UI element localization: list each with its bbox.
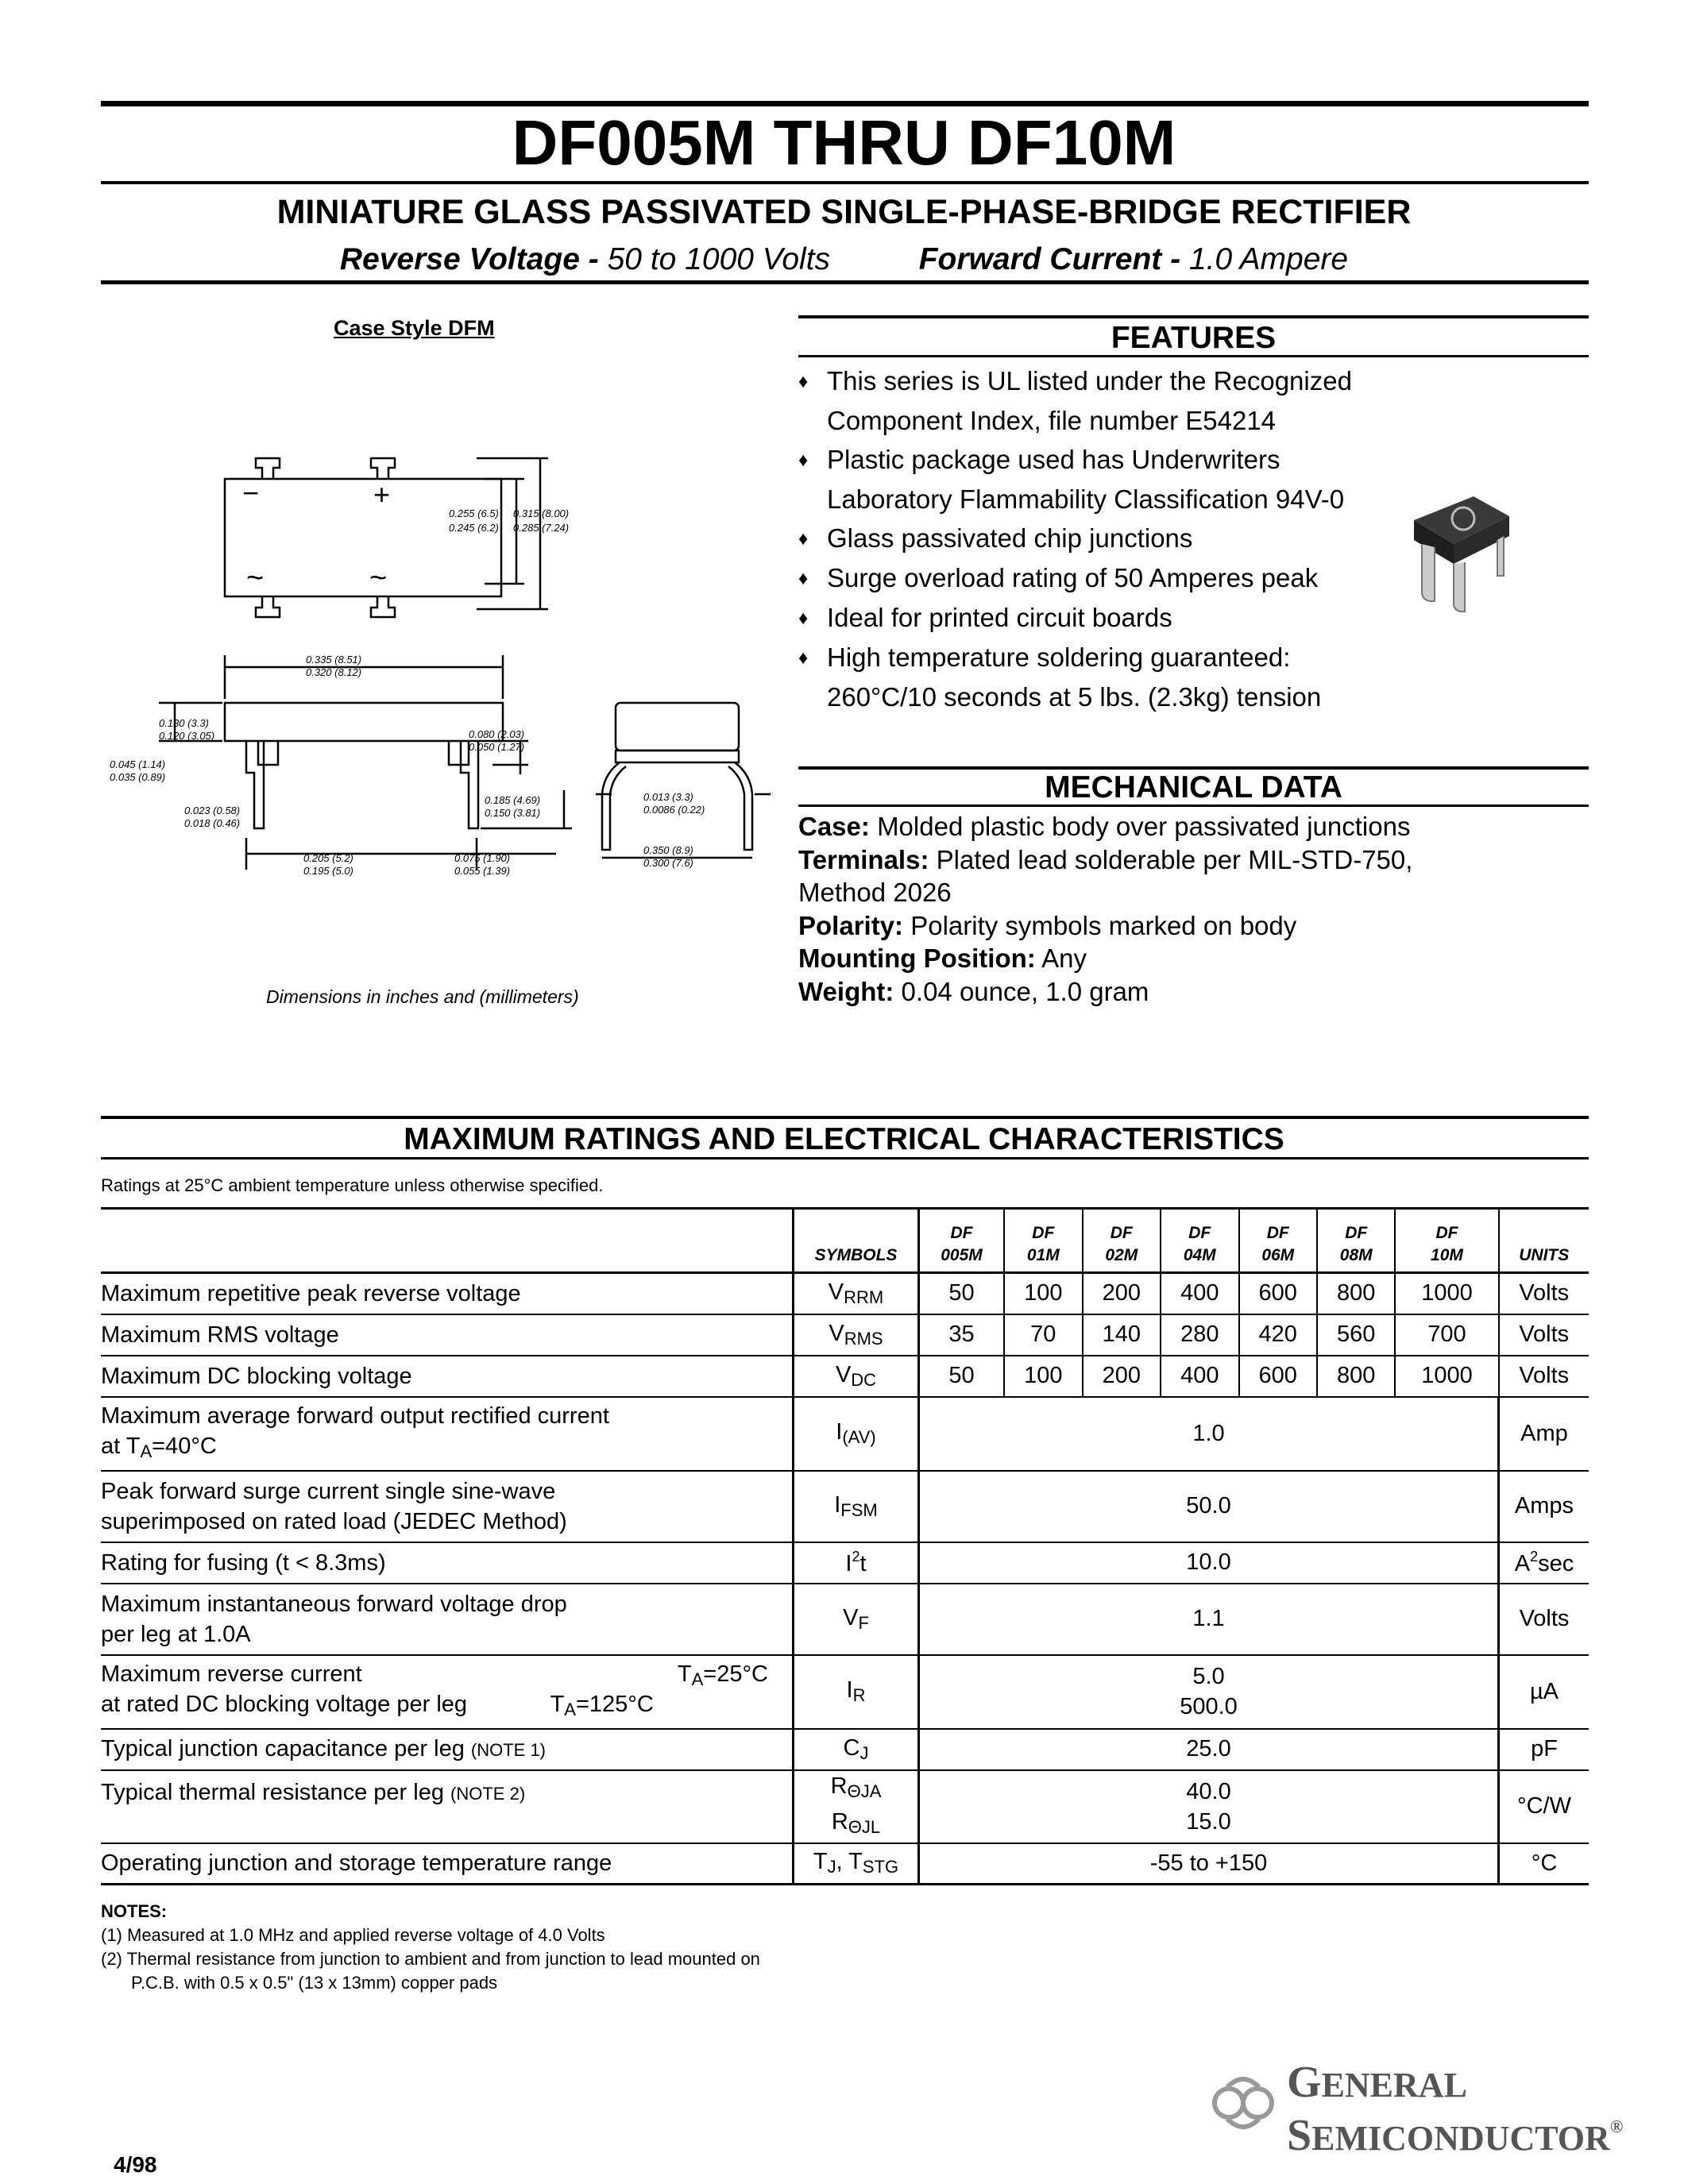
features-heading: FEATURES (1111, 321, 1277, 355)
dim-label: 0.055 (1.39) (454, 865, 511, 877)
table-row (101, 1471, 1589, 1542)
mechanical-data (798, 810, 1589, 1008)
package-outline-drawing (95, 441, 778, 886)
dim-label: 0.075 (1.90) (454, 852, 511, 864)
ratings-heading-rule (101, 1157, 1589, 1160)
mounting-value: Any (1041, 943, 1087, 973)
cell-unit: °C (1499, 1843, 1590, 1885)
note-2-cont: P.C.B. with 0.5 x 0.5" (13 x 13mm) copper pads (131, 1973, 498, 1993)
dim-label: 0.320 (8.12) (306, 666, 362, 678)
feature-item: ♦ Surge overload rating of 50 Amperes peak (798, 558, 1402, 598)
terminals-label: Terminals: (798, 844, 929, 874)
cell-value: 50 (919, 1273, 1005, 1314)
notes (101, 1900, 760, 1995)
param-symbol: $I_{FSM}$ (794, 1471, 919, 1542)
company-logo: GENERAL SEMICONDUCTOR® (1287, 2058, 1624, 2160)
company-logo-icon (1203, 2063, 1283, 2143)
param-symbol: $V_{RRM}$ (794, 1273, 919, 1314)
param-name: Maximum repetitive peak reverse voltage (101, 1273, 794, 1314)
feature-item: ♦ High temperature soldering guaranteed: 260°C/10 seconds at 5 lbs. (2.3kg) tension (798, 638, 1402, 716)
col-part: DF 08M (1317, 1209, 1395, 1273)
feature-item: ♦ This series is UL listed under the Recognized Component Index, file number E54214 (798, 361, 1402, 440)
cell-value: 280 (1161, 1314, 1238, 1356)
cell-value: 1.1 (919, 1584, 1499, 1655)
cell-unit: Volts (1499, 1273, 1590, 1314)
param-symbol: $R_{\Theta JA}$ $R_{\Theta JL}$ (794, 1770, 919, 1843)
table-row (101, 1356, 1589, 1397)
col-part: DF 06M (1239, 1209, 1317, 1273)
table-row (101, 1397, 1589, 1471)
cell-value: 1000 (1395, 1356, 1498, 1397)
cell-value: 600 (1239, 1273, 1317, 1314)
table-row (101, 1584, 1589, 1655)
dim-label: 0.018 (0.46) (184, 817, 241, 829)
case-value: Molded plastic body over passivated junctions (877, 812, 1411, 841)
note-1: (1) Measured at 1.0 MHz and applied reverse voltage of 4.0 Volts (101, 1925, 605, 1945)
package-photo (1398, 488, 1517, 615)
param-symbol: $I^2t$ (794, 1542, 919, 1584)
param-name: Typical thermal resistance per leg (NOTE 2) (101, 1770, 794, 1843)
cell-value: 40.0 15.0 (919, 1770, 1499, 1843)
forward-current-label: Forward Current - (918, 242, 1181, 276)
cell-value: 420 (1239, 1314, 1317, 1356)
cell-value: 25.0 (919, 1729, 1499, 1770)
param-name: Maximum DC blocking voltage (101, 1356, 794, 1397)
mounting-label: Mounting Position: (798, 943, 1036, 973)
dim-label: 0.285 (7.24) (513, 522, 570, 534)
table-row (101, 1542, 1589, 1584)
dim-label: 0.300 (7.6) (643, 857, 693, 869)
table-row (101, 1843, 1589, 1885)
weight-value: 0.04 ounce, 1.0 gram (901, 976, 1149, 1006)
cell-unit: $A^2\sec$ (1499, 1542, 1590, 1584)
dim-label: 0.245 (6.2) (449, 522, 499, 534)
title-rule (101, 181, 1589, 184)
note-2: (2) Thermal resistance from junction to ambient and from junction to lead mounted on (101, 1949, 760, 1969)
cell-value: 100 (1004, 1273, 1082, 1314)
features-top-rule (798, 315, 1589, 318)
dim-label: 0.0086 (0.22) (643, 804, 705, 816)
cell-value: 400 (1161, 1356, 1238, 1397)
table-row (101, 1655, 1589, 1729)
param-symbol: $C_J$ (794, 1729, 919, 1770)
param-name: Peak forward surge current single sine-wave superimposed on rated load (JEDEC Method) (101, 1471, 794, 1542)
param-name: Maximum RMS voltage (101, 1314, 794, 1356)
cell-value: 100 (1004, 1356, 1082, 1397)
cell-value: 700 (1395, 1314, 1498, 1356)
cell-value: 70 (1004, 1314, 1082, 1356)
mechanical-rule (798, 805, 1589, 807)
dimensions-note: Dimensions in inches and (millimeters) (266, 986, 579, 1007)
mechanical-top-rule (798, 766, 1589, 770)
cell-value: 600 (1239, 1356, 1317, 1397)
cell-value: 50.0 (919, 1471, 1499, 1542)
dim-label: 0.023 (0.58) (184, 805, 241, 816)
cell-value: 50 (919, 1356, 1005, 1397)
param-symbol: $I_R$ (794, 1655, 919, 1729)
cell-value: 10.0 (919, 1542, 1499, 1584)
col-units: UNITS (1499, 1209, 1590, 1273)
col-part: DF 10M (1395, 1209, 1498, 1273)
dim-label: 0.080 (2.03) (469, 728, 525, 740)
dim-label: 0.185 (4.69) (485, 794, 541, 806)
dim-label: 0.315 (8.00) (513, 507, 570, 519)
ac-symbol-left: ~ (246, 561, 265, 595)
ratings-conditions-note: Ratings at 25°C ambient temperature unless otherwise specified. (101, 1175, 604, 1195)
forward-current-value: 1.0 Ampere (1188, 242, 1349, 276)
case-label: Case: (798, 812, 870, 841)
ac-symbol-right: ~ (369, 561, 388, 595)
polarity-label: Polarity: (798, 910, 904, 940)
cell-unit: °C/W (1499, 1770, 1590, 1843)
feature-item: ♦ Glass passivated chip junctions (798, 519, 1402, 558)
polarity-plus: + (373, 478, 391, 511)
param-symbol: $V_{DC}$ (794, 1356, 919, 1397)
col-symbols: SYMBOLS (794, 1209, 919, 1273)
dim-label: 0.013 (3.3) (643, 791, 693, 803)
col-part: DF 01M (1004, 1209, 1082, 1273)
cell-value: 140 (1083, 1314, 1161, 1356)
param-name: Operating junction and storage temperature range (101, 1843, 794, 1885)
cell-unit: Volts (1499, 1584, 1590, 1655)
cell-value: 560 (1317, 1314, 1395, 1356)
col-part: DF 02M (1083, 1209, 1161, 1273)
param-name: Maximum instantaneous forward voltage drop per leg at 1.0A (101, 1584, 794, 1655)
cell-unit: Amps (1499, 1471, 1590, 1542)
polarity-minus: − (242, 477, 260, 509)
ratings-summary (0, 242, 1688, 277)
param-name: Maximum reverse current $T_A=25^\circ C$ at rated DC blocking voltage per leg $T_A=125^\circ C$ (101, 1655, 794, 1729)
header-bottom-rule (101, 280, 1589, 284)
case-style-title: Case Style DFM (334, 316, 495, 340)
cell-value: 200 (1083, 1273, 1161, 1314)
table-row (101, 1314, 1589, 1356)
table-header-row (101, 1209, 1589, 1273)
cell-value: 400 (1161, 1273, 1238, 1314)
terminals-value-cont: Method 2026 (798, 878, 952, 907)
feature-item: ♦ Plastic package used has Underwriters Laboratory Flammability Classification 94V-0 (798, 440, 1402, 519)
cell-value: 1000 (1395, 1273, 1498, 1314)
weight-label: Weight: (798, 976, 894, 1006)
table-row (101, 1770, 1589, 1843)
dim-label: 0.035 (0.89) (110, 771, 166, 783)
features-list (798, 361, 1402, 716)
table-row (101, 1273, 1589, 1314)
cell-value: 1.0 (919, 1397, 1499, 1471)
ratings-table (101, 1207, 1589, 1885)
col-part: DF 005M (919, 1209, 1005, 1273)
cell-unit: pF (1499, 1729, 1590, 1770)
dim-label: 0.150 (3.81) (485, 807, 541, 819)
cell-value: 800 (1317, 1273, 1395, 1314)
cell-unit: Amp (1499, 1397, 1590, 1471)
cell-value: 5.0 500.0 (919, 1655, 1499, 1729)
page-title: DF005M THRU DF10M (512, 107, 1176, 178)
dim-label: 0.045 (1.14) (110, 758, 166, 770)
dim-label: 0.195 (5.0) (303, 865, 353, 877)
page-subtitle: MINIATURE GLASS PASSIVATED SINGLE-PHASE-BRIDGE RECTIFIER (276, 193, 1412, 231)
top-rule (101, 101, 1589, 106)
table-row (101, 1729, 1589, 1770)
reverse-voltage-value: 50 to 1000 Volts (607, 242, 831, 276)
dim-label: 0.335 (8.51) (306, 654, 362, 666)
feature-item: ♦ Ideal for printed circuit boards (798, 598, 1402, 638)
param-name: Typical junction capacitance per leg (NOTE 1) (101, 1729, 794, 1770)
param-symbol: $I_{(AV)}$ (794, 1397, 919, 1471)
cell-value: -55 to +150 (919, 1843, 1499, 1885)
param-name: Rating for fusing (t < 8.3ms) (101, 1542, 794, 1584)
reverse-voltage-label: Reverse Voltage - (339, 242, 599, 276)
param-symbol: $T_J$, $T_{STG}$ (794, 1843, 919, 1885)
revision-date: 4/98 (114, 2152, 157, 2177)
terminals-value: Plated lead solderable per MIL-STD-750, (936, 844, 1413, 874)
features-rule (798, 355, 1589, 357)
cell-value: 35 (919, 1314, 1005, 1356)
dim-label: 0.205 (5.2) (303, 852, 353, 864)
dim-label: 0.130 (3.3) (159, 717, 209, 729)
ratings-top-rule (101, 1116, 1589, 1119)
polarity-value: Polarity symbols marked on body (910, 910, 1297, 940)
col-part: DF 04M (1161, 1209, 1238, 1273)
ratings-heading: MAXIMUM RATINGS AND ELECTRICAL CHARACTERISTICS (404, 1122, 1284, 1156)
param-symbol: $V_{RMS}$ (794, 1314, 919, 1356)
param-symbol: $V_F$ (794, 1584, 919, 1655)
notes-heading: NOTES: (101, 1901, 168, 1921)
dim-label: 0.120 (3.05) (159, 730, 215, 742)
dim-label: 0.350 (8.9) (643, 844, 693, 856)
cell-value: 800 (1317, 1356, 1395, 1397)
dim-label: 0.050 (1.27) (469, 741, 525, 753)
dim-label: 0.255 (6.5) (449, 507, 499, 519)
param-name: Maximum average forward output rectified current at $T_A=40^\circ C$ (101, 1397, 794, 1471)
cell-unit: Volts (1499, 1356, 1590, 1397)
mechanical-heading: MECHANICAL DATA (1045, 770, 1342, 805)
cell-value: 200 (1083, 1356, 1161, 1397)
cell-unit: µA (1499, 1655, 1590, 1729)
cell-unit: Volts (1499, 1314, 1590, 1356)
